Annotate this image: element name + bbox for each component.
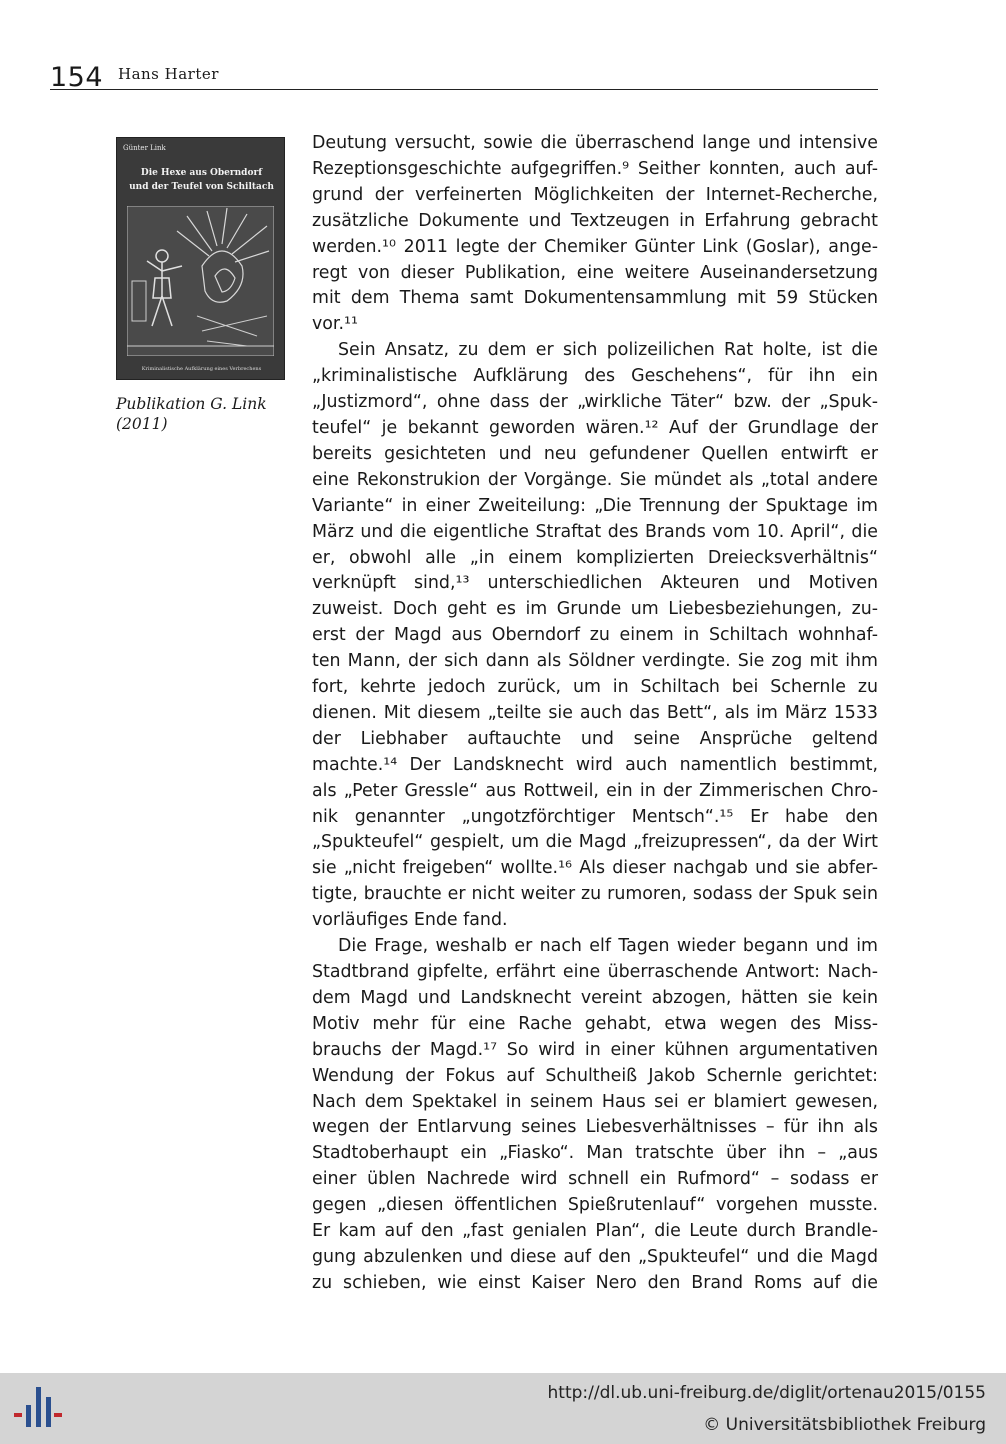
text-line: Nach dem Spektakel in seinem Haus sei er blamiert gewesen, xyxy=(312,1091,878,1112)
cover-author: Günter Link xyxy=(123,144,166,152)
footer-url-link[interactable]: http://dl.ub.uni-freiburg.de/diglit/ortenau2015/0155 xyxy=(547,1383,986,1403)
text-line: Er kam auf den „fast genialen Plan“, die Leute durch Brandle- xyxy=(312,1221,878,1242)
text-line: gegen „diesen öffentlichen Spießrutenlauf“ vorgehen musste. xyxy=(312,1195,878,1216)
woodcut-illustration xyxy=(127,206,274,356)
text-line: grund der verfeinerten Möglichkeiten der Internet-Recherche, xyxy=(312,184,878,205)
text-line: werden.¹⁰ 2011 legte der Chemiker Günter Link (Goslar), ange- xyxy=(312,236,878,257)
text-line: Motiv mehr für eine Rache gehabt, etwa wegen des Miss- xyxy=(312,1013,878,1034)
caption-line: (2011) xyxy=(116,415,168,433)
text-line: zuweist. Doch geht es im Grunde um Liebesbeziehungen, zu- xyxy=(312,599,878,620)
text-line: als „Peter Gressle“ aus Rottweil, ein in der Zimmerischen Chro- xyxy=(312,780,878,801)
footer-bar xyxy=(0,1373,1006,1444)
header-rule xyxy=(50,89,878,90)
text-line: vor.¹¹ xyxy=(312,314,358,335)
text-line: wegen der Entlarvung seines Liebesverhältnisses – für ihn als xyxy=(312,1117,878,1138)
text-line: März und die eigentliche Straftat des Brands vom 10. April“, die xyxy=(312,521,878,542)
text-line: zusätzliche Dokumente und Textzeugen in Erfahrung gebracht xyxy=(312,210,878,231)
cover-title xyxy=(117,166,286,194)
text-line: ten Mann, der sich dann als Söldner verdingte. Sie zog mit ihm xyxy=(312,651,878,672)
text-line: regt von dieser Publikation, eine weitere Auseinandersetzung xyxy=(312,262,878,283)
cover-title-line: Die Hexe aus Oberndorf xyxy=(140,168,263,178)
text-line: nik genannter „ungotzförchtiger Mentsch“.¹⁵ Er habe den xyxy=(312,806,878,827)
text-line: eine Rekonstrukion der Vorgänge. Sie mündet als „total andere xyxy=(312,469,878,490)
text-line: dienen. Mit diesem „teilte sie auch das Bett“, als im März 1533 xyxy=(312,702,878,723)
text-line: verknüpft sind,¹³ unterschiedlichen Akteuren und Motiven xyxy=(312,573,878,594)
text-line: tigte, brauchte er nicht weiter zu rumoren, sodass der Spuk sein xyxy=(312,884,878,905)
text-line: gung abzulenken und diese auf den „Spukteufel“ und die Magd xyxy=(312,1246,878,1267)
text-line: „kriminalistische Aufklärung des Geschehens“, für ihn ein xyxy=(312,366,878,387)
text-line: einer üblen Nachrede wird schnell ein Rufmord“ – sodass er xyxy=(312,1169,878,1190)
text-line: bereits gesichteten und neu gefundener Quellen entwirft er xyxy=(312,443,878,464)
text-line: Stadtoberhaupt ein „Fiasko“. Man tratschte über ihn – „aus xyxy=(312,1143,878,1164)
text-line: er, obwohl alle „in einem komplizierten Dreiecksverhältnis“ xyxy=(312,547,878,568)
text-line: dem Magd und Landsknecht vereint abzogen, hätten sie kein xyxy=(312,987,878,1008)
text-line: vorläufiges Ende fand. xyxy=(312,910,508,931)
footer-copyright: © Universitätsbibliothek Freiburg xyxy=(703,1415,986,1435)
text-line: mit dem Thema samt Dokumentensammlung mit 59 Stücken xyxy=(312,288,878,309)
text-line: zu schieben, wie einst Kaiser Nero den Brand Roms auf die xyxy=(312,1272,878,1293)
cover-subtitle: Kriminalistische Aufklärung eines Verbrechens xyxy=(141,366,262,372)
text-line: „Spukteufel“ gespielt, um die Magd „freizupressen“, da der Wirt xyxy=(312,832,878,853)
text-line: Deutung versucht, sowie die überraschend lange und intensive xyxy=(312,133,878,153)
page-number: 154 xyxy=(50,62,104,93)
text-line: sie „nicht freigeben“ wollte.¹⁶ Als dieser nachgab und sie abfer- xyxy=(312,858,878,879)
text-line: machte.¹⁴ Der Landsknecht wird auch namentlich bestimmt, xyxy=(312,754,878,775)
text-line: Wendung der Fokus auf Schultheiß Jakob Schernle gerichtet: xyxy=(312,1065,878,1086)
figure-caption xyxy=(116,394,286,434)
text-line: Variante“ in einer Zweiteilung: „Die Trennung der Spuktage im xyxy=(312,495,878,516)
book-cover-image xyxy=(116,137,285,380)
library-logo-icon xyxy=(14,1385,64,1431)
running-head: Hans Harter xyxy=(118,65,219,83)
cover-title-line: und der Teufel von Schiltach xyxy=(129,182,274,192)
text-line: Stadtbrand gipfelte, erfährt eine überraschende Antwort: Nach- xyxy=(312,962,878,982)
text-line: Sein Ansatz, zu dem er sich polizeilichen Rat holte, ist die xyxy=(338,340,878,361)
text-line: „Justizmord“, ohne dass der „wirkliche Täter“ bzw. der „Spuk- xyxy=(312,392,878,413)
body-text xyxy=(312,131,878,1297)
text-line: fort, kehrte jedoch zurück, um in Schiltach bei Schernle zu xyxy=(312,677,878,698)
text-line: Die Frage, weshalb er nach elf Tagen wieder begann und im xyxy=(338,936,878,957)
text-line: Rezeptionsgeschichte aufgegriffen.⁹ Seither konnten, auch auf- xyxy=(312,158,878,179)
text-line: erst der Magd aus Oberndorf zu einem in Schiltach wohnhaf- xyxy=(312,625,878,646)
text-line: brauchs der Magd.¹⁷ So wird in einer kühnen argumentativen xyxy=(312,1039,878,1060)
text-line: teufel“ je bekannt geworden wären.¹² Auf der Grundlage der xyxy=(312,417,878,438)
text-line: der Liebhaber auftauchte und seine Ansprüche geltend xyxy=(312,728,878,749)
caption-line: Publikation G. Link xyxy=(116,395,267,413)
